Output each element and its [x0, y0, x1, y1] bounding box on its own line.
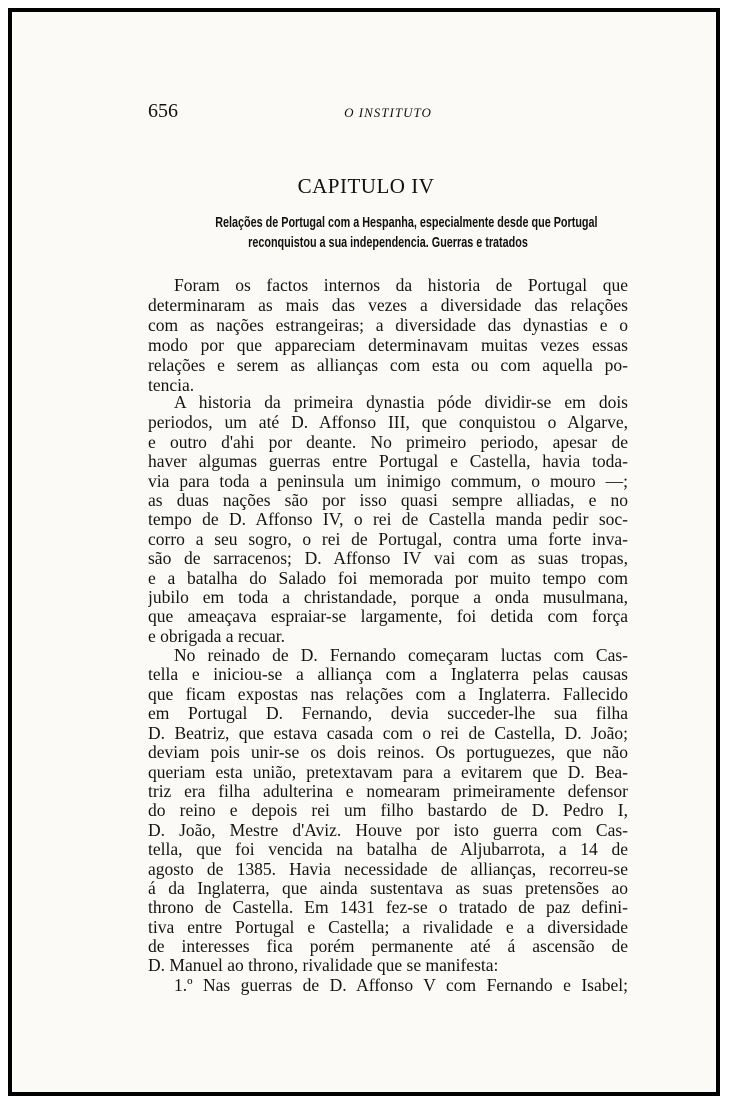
text-line: de interesses fica porém permanente até á ascensão de: [148, 936, 628, 956]
running-title: O INSTITUTO: [344, 105, 432, 120]
text-line: A historia da primeira dynastia póde dividir-se em dois: [174, 392, 628, 412]
text-line: tiva entre Portugal e Castella; a rivalidade e a diversidade: [148, 917, 628, 937]
text-line: D. Manuel ao throno, rivalidade que se manifesta:: [148, 955, 499, 975]
text-line: No reinado de D. Fernando começaram luctas com Cas-: [174, 645, 628, 665]
text-line: Foram os factos internos da historia de Portugal que: [174, 275, 628, 295]
text-line: periodos, um até D. Affonso III, que conquistou o Algarve,: [148, 412, 628, 432]
text-line: á da Inglaterra, que ainda sustentava as suas pretensões ao: [148, 878, 628, 898]
text-line: que ficam expostas nas relações com a Inglaterra. Fallecido: [148, 684, 628, 704]
chapter-subtitle-line: Relações de Portugal com a Hespanha, especialmente desde que Portugal: [215, 214, 598, 231]
text-line: e a batalha do Salado foi memorada por muito tempo com: [148, 568, 628, 588]
text-line: triz era filha adulterina e nomearam primeiramente defensor: [148, 781, 628, 801]
text-line: via para toda a peninsula um inimigo commum, o mouro —;: [148, 471, 628, 491]
text-line: haver algumas guerras entre Portugal e Castella, havia toda-: [148, 451, 628, 471]
text-line: throno de Castella. Em 1431 fez-se o tratado de paz defini-: [148, 897, 628, 917]
text-line: D. Beatriz, que estava casada com o rei de Castella, D. João;: [148, 723, 628, 743]
text-line: determinaram as mais das vezes a diversidade das relações: [148, 295, 628, 315]
text-line: queriam esta união, pretextavam para a evitarem que D. Bea-: [148, 762, 628, 782]
text-line: as duas nações são por isso quasi sempre alliadas, e no: [148, 490, 628, 510]
text-line: corro a seu sogro, o rei de Portugal, contra uma forte inva-: [148, 529, 628, 549]
page-header: [148, 100, 628, 124]
text-line: agosto de 1385. Havia necessidade de allianças, recorreu-se: [148, 859, 628, 879]
text-line: relações e serem as allianças com esta ou com aquella po-: [148, 355, 628, 375]
text-line: com as nações estrangeiras; a diversidade das dynastias e o: [148, 315, 628, 335]
text-line: tempo de D. Affonso IV, o rei de Castella manda pedir soc-: [148, 509, 628, 529]
text-line: e outro d'ahi por deante. No primeiro periodo, apesar de: [148, 432, 628, 452]
text-line: deviam pois unir-se os dois reinos. Os portuguezes, que não: [148, 742, 628, 762]
text-line: em Portugal D. Fernando, devia succeder-lhe sua filha: [148, 703, 628, 723]
text-line: jubilo em toda a christandade, porque a onda musulmana,: [148, 587, 628, 607]
text-line: e obrigada a recuar.: [148, 626, 286, 646]
page-number: 656: [148, 100, 178, 122]
text-line: tella, que foi vencida na batalha de Aljubarrota, a 14 de: [148, 839, 628, 859]
text-line: tella e iniciou-se a alliança com a Inglaterra pelas causas: [148, 664, 628, 684]
chapter-title: CAPITULO IV: [297, 174, 435, 198]
text-line: modo por que appareciam determinavam muitas vezes essas: [148, 335, 628, 355]
text-line: que ameaçava espraiar-se largamente, foi detida com força: [148, 606, 628, 626]
text-line: tencia.: [148, 375, 195, 395]
text-line: D. João, Mestre d'Aviz. Houve por isto guerra com Cas-: [148, 820, 628, 840]
text-line: do reino e depois rei um filho bastardo de D. Pedro I,: [148, 800, 628, 820]
text-line: 1.º Nas guerras de D. Affonso V com Fernando e Isabel;: [174, 975, 628, 995]
text-line: são de sarracenos; D. Affonso IV vai com as suas tropas,: [148, 548, 628, 568]
chapter-subtitle-line: reconquistou a sua independencia. Guerras e tratados: [248, 234, 528, 251]
